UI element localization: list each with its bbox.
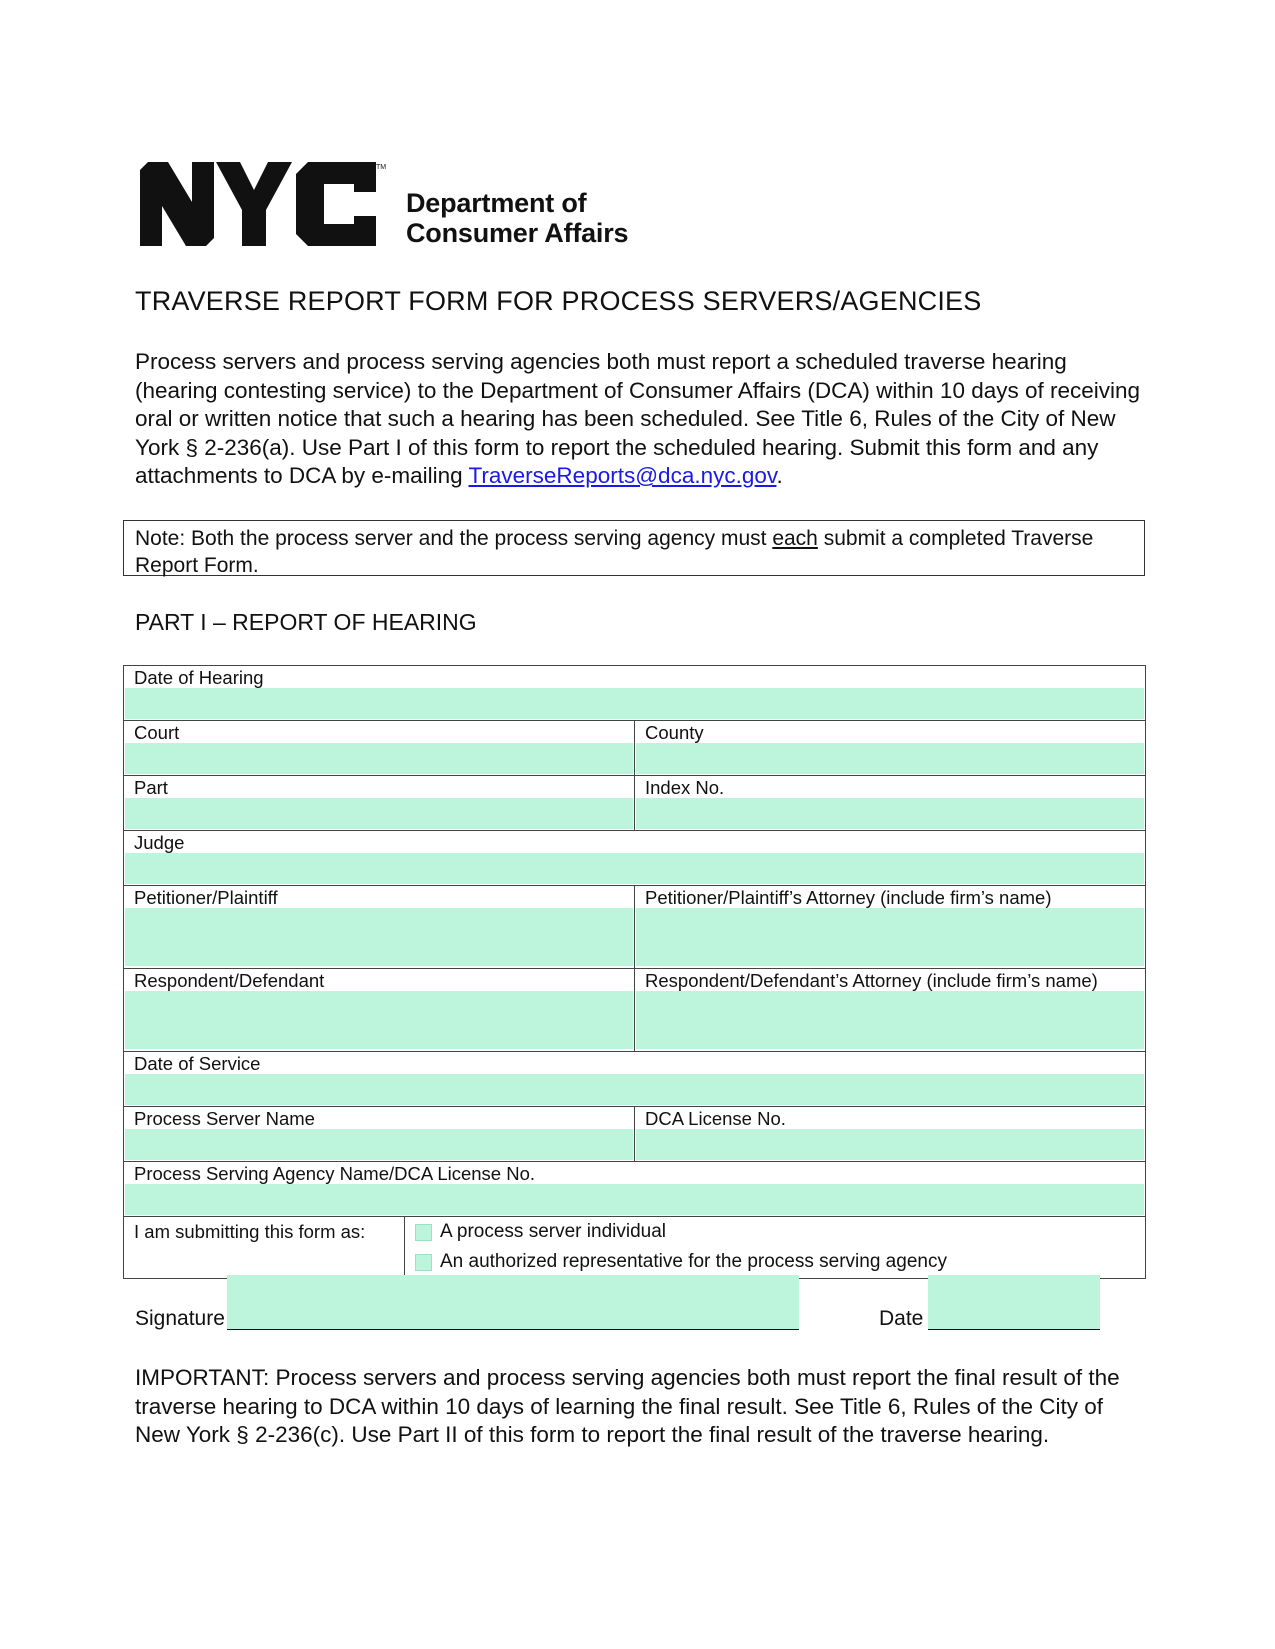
hearing-report-table	[123, 665, 1146, 1279]
important-notice	[135, 1364, 1150, 1450]
note-text-before: Note: Both the process server and the process serving agency must	[135, 527, 773, 550]
checkbox-individual[interactable]	[415, 1224, 432, 1241]
option-individual-label: A process server individual	[440, 1221, 666, 1242]
dca-license-label: DCA License No.	[645, 1108, 786, 1129]
svg-text:TM: TM	[376, 164, 386, 171]
note-emphasis: each	[772, 527, 818, 550]
submitting-as-label: I am submitting this form as:	[134, 1221, 366, 1242]
respondent-attorney-field[interactable]	[636, 991, 1144, 1049]
important-lead: IMPORTANT	[135, 1365, 263, 1390]
option-individual[interactable]	[405, 1217, 1145, 1247]
logo-text-line2: Consumer Affairs	[406, 218, 629, 248]
logo-wordmark	[406, 188, 628, 248]
part-cell	[124, 776, 635, 831]
option-agency-label: An authorized representative for the process serving agency	[440, 1251, 947, 1272]
court-field[interactable]	[125, 743, 633, 774]
petitioner-attorney-cell	[635, 886, 1146, 969]
agency-name-cell	[124, 1162, 1146, 1217]
note-box	[123, 520, 1145, 576]
date-of-service-cell	[124, 1052, 1146, 1107]
checkbox-agency[interactable]	[415, 1254, 432, 1271]
county-field[interactable]	[636, 743, 1144, 774]
index-no-label: Index No.	[645, 777, 725, 798]
petitioner-field[interactable]	[125, 908, 633, 966]
process-server-name-field[interactable]	[125, 1129, 633, 1160]
nyc-logo-mark	[140, 162, 386, 246]
agency-name-label: Process Serving Agency Name/DCA License No.	[134, 1163, 536, 1184]
respondent-attorney-label: Respondent/Defendant’s Attorney (include firm’s name)	[645, 970, 1098, 991]
important-text: : Process servers and process serving agencies both must report the final result of the traverse hearing to DCA within 10 days of learning the final result. See Title 6, Rules of the City of New York § 2-236(c). Use Part II of this form to report the final result of the traverse hearing.	[135, 1365, 1120, 1447]
date-of-hearing-label: Date of Hearing	[134, 667, 264, 688]
part-label: Part	[134, 777, 168, 798]
logo-text-line1: Department of	[406, 188, 587, 218]
submitting-as-options	[405, 1217, 1146, 1279]
date-of-hearing-field[interactable]	[125, 688, 1144, 719]
judge-cell	[124, 831, 1146, 886]
process-server-name-label: Process Server Name	[134, 1108, 315, 1129]
note-text-after: submit a completed Traverse Report Form.	[135, 527, 1094, 577]
submitting-as-cell	[124, 1217, 405, 1279]
index-no-cell	[635, 776, 1146, 831]
court-cell	[124, 721, 635, 776]
judge-label: Judge	[134, 832, 185, 853]
county-cell	[635, 721, 1146, 776]
email-link[interactable]: TraverseReports@dca.nyc.gov	[468, 463, 777, 488]
date-label: Date	[879, 1307, 924, 1330]
signature-label: Signature	[135, 1307, 225, 1330]
petitioner-attorney-label: Petitioner/Plaintiff’s Attorney (include firm’s name)	[645, 887, 1052, 908]
court-label: Court	[134, 722, 180, 743]
signature-field[interactable]	[227, 1275, 799, 1330]
signature-row	[135, 1275, 1145, 1335]
document-title: TRAVERSE REPORT FORM FOR PROCESS SERVERS/AGENCIES	[135, 286, 982, 316]
date-of-service-field[interactable]	[125, 1074, 1144, 1105]
petitioner-cell	[124, 886, 635, 969]
part-field[interactable]	[125, 798, 633, 829]
intro-text-end: .	[776, 463, 783, 488]
judge-field[interactable]	[125, 853, 1144, 884]
date-of-hearing-cell	[124, 666, 1146, 721]
date-of-service-label: Date of Service	[134, 1053, 261, 1074]
option-agency[interactable]	[405, 1247, 1145, 1277]
dca-logo	[140, 162, 660, 254]
county-label: County	[645, 722, 704, 743]
respondent-field[interactable]	[125, 991, 633, 1049]
dca-license-cell	[635, 1107, 1146, 1162]
agency-name-field[interactable]	[125, 1184, 1144, 1215]
respondent-attorney-cell	[635, 969, 1146, 1052]
respondent-cell	[124, 969, 635, 1052]
respondent-label: Respondent/Defendant	[134, 970, 325, 991]
intro-text: Process servers and process serving agencies both must report a scheduled traverse hearing (hearing contesting service) to the Department of Consumer Affairs (DCA) within 10 days of receiving oral or written notice that such a hearing has been scheduled. See Title 6, Rules of the City of New York § 2-236(a). Use Part I of this form to report the scheduled hearing. Submit this form and any attachments to DCA by e-mailing	[135, 349, 1141, 488]
dca-license-field[interactable]	[636, 1129, 1144, 1160]
index-no-field[interactable]	[636, 798, 1144, 829]
process-server-name-cell	[124, 1107, 635, 1162]
date-field[interactable]	[928, 1275, 1100, 1330]
part-one-title: PART I – REPORT OF HEARING	[135, 609, 477, 635]
petitioner-attorney-field[interactable]	[636, 908, 1144, 966]
petitioner-label: Petitioner/Plaintiff	[134, 887, 278, 908]
intro-paragraph	[135, 348, 1145, 491]
